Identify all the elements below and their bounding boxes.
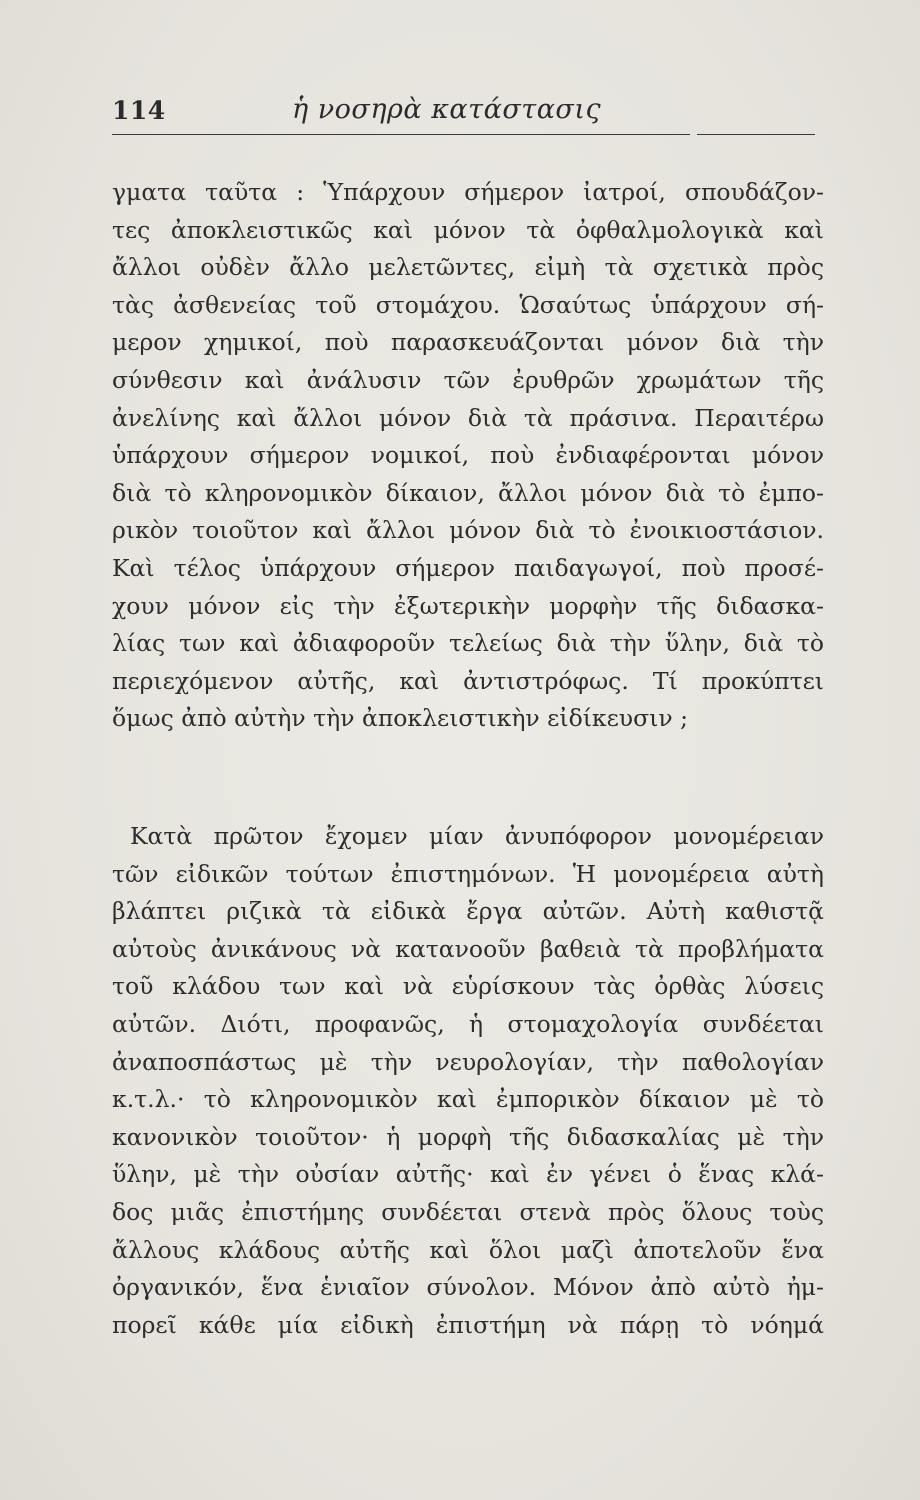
- text-line: τὰς ἀσθενείας τοῦ στομάχου. Ὡσαύτως ὑπάρχουν σή-: [112, 290, 824, 319]
- text-line: μερον χημικοί, ποὺ παρασκευάζονται μόνον διὰ τὴν: [112, 328, 824, 357]
- running-title: ἡ νοσηρὰ κατάστασις: [292, 94, 602, 125]
- page-number: 114: [112, 96, 166, 125]
- text-line: πορεῖ κάθε μία εἰδικὴ ἐπιστήμη νὰ πάρῃ τὸ νόημά: [112, 1310, 824, 1339]
- text-line: λίας των καὶ ἀδιαφοροῦν τελείως διὰ τὴν ὕλην, διὰ τὸ: [112, 629, 824, 658]
- text-line: ὑπάρχουν σήμερον νομικοί, ποὺ ἐνδιαφέρονται μόνον: [112, 441, 824, 470]
- text-line: ὕλην, μὲ τὴν οὐσίαν αὐτῆς· καὶ ἐν γένει ὁ ἕνας κλά-: [112, 1160, 824, 1189]
- header-rule: [112, 134, 690, 135]
- text-line: χουν μόνον εἰς τὴν ἐξωτερικὴν μορφὴν τῆς διδασκα-: [112, 591, 824, 620]
- text-line: ἀναποσπάστως μὲ τὴν νευρολογίαν, τὴν παθολογίαν: [112, 1047, 824, 1076]
- text-line: γματα ταῦτα : Ὑπάρχουν σήμερον ἰατροί, σπουδάζον-: [112, 178, 824, 206]
- text-line: βλάπτει ριζικὰ τὰ εἰδικὰ ἔργα αὐτῶν. Αὐτὴ καθιστᾷ: [112, 897, 824, 926]
- text-line: Καὶ τέλος ὑπάρχουν σήμερον παιδαγωγοί, ποὺ προσέ-: [112, 553, 824, 582]
- page-header: [112, 96, 822, 136]
- text-line: αὐτῶν. Διότι, προφανῶς, ἡ στομαχολογία συνδέεται: [112, 1009, 824, 1038]
- text-line: ὀργανικόν, ἕνα ἑνιαῖον σύνολον. Μόνον ἀπὸ αὐτὸ ἠμ-: [112, 1273, 824, 1302]
- text-line: ὅμως ἀπὸ αὐτὴν τὴν ἀποκλειστικὴν εἰδίκευσιν ;: [112, 704, 689, 733]
- text-line: ρικὸν τοιοῦτον καὶ ἄλλοι μόνον διὰ τὸ ἐνοικιοστάσιον.: [112, 516, 824, 545]
- paragraph-1: [112, 174, 824, 738]
- text-line: κ.τ.λ.· τὸ κληρονομικὸν καὶ ἐμπορικὸν δίκαιον μὲ τὸ: [112, 1085, 824, 1114]
- text-line: κανονικὸν τοιοῦτον· ἡ μορφὴ τῆς διδασκαλίας μὲ τὴν: [112, 1122, 824, 1151]
- text-line: τες ἀποκλειστικῶς καὶ μόνον τὰ ὀφθαλμολογικὰ καὶ: [112, 215, 824, 244]
- text-line: δος μιᾶς ἐπιστήμης συνδέεται στενὰ πρὸς ὅλους τοὺς: [112, 1197, 824, 1226]
- text-line: ἀνελίνης καὶ ἄλλοι μόνον διὰ τὰ πράσινα. Περαιτέρω: [112, 403, 824, 432]
- paragraph-2: [112, 818, 824, 1344]
- text-line: διὰ τὸ κληρονομικὸν δίκαιον, ἄλλοι μόνον διὰ τὸ ἐμπο-: [112, 478, 824, 507]
- text-line: αὐτοὺς ἀνικάνους νὰ κατανοοῦν βαθειὰ τὰ προβλήματα: [112, 934, 824, 963]
- text-line: περιεχόμενον αὐτῆς, καὶ ἀντιστρόφως. Τί προκύπτει: [112, 666, 824, 695]
- text-line: σύνθεσιν καὶ ἀνάλυσιν τῶν ἐρυθρῶν χρωμάτων τῆς: [112, 365, 824, 394]
- text-line: τῶν εἰδικῶν τούτων ἐπιστημόνων. Ἡ μονομέρεια αὐτὴ: [112, 859, 824, 888]
- header-rule-short: [697, 134, 815, 135]
- text-line: ἄλλους κλάδους αὐτῆς καὶ ὅλοι μαζὶ ἀποτελοῦν ἕνα: [112, 1235, 824, 1264]
- text-line: Κατὰ πρῶτον ἔχομεν μίαν ἀνυπόφορον μονομέρειαν: [130, 822, 824, 850]
- text-line: ἄλλοι οὐδὲν ἄλλο μελετῶντες, εἰμὴ τὰ σχετικὰ πρὸς: [112, 253, 824, 282]
- text-line: τοῦ κλάδου των καὶ νὰ εὑρίσκουν τὰς ὀρθὰς λύσεις: [112, 972, 824, 1001]
